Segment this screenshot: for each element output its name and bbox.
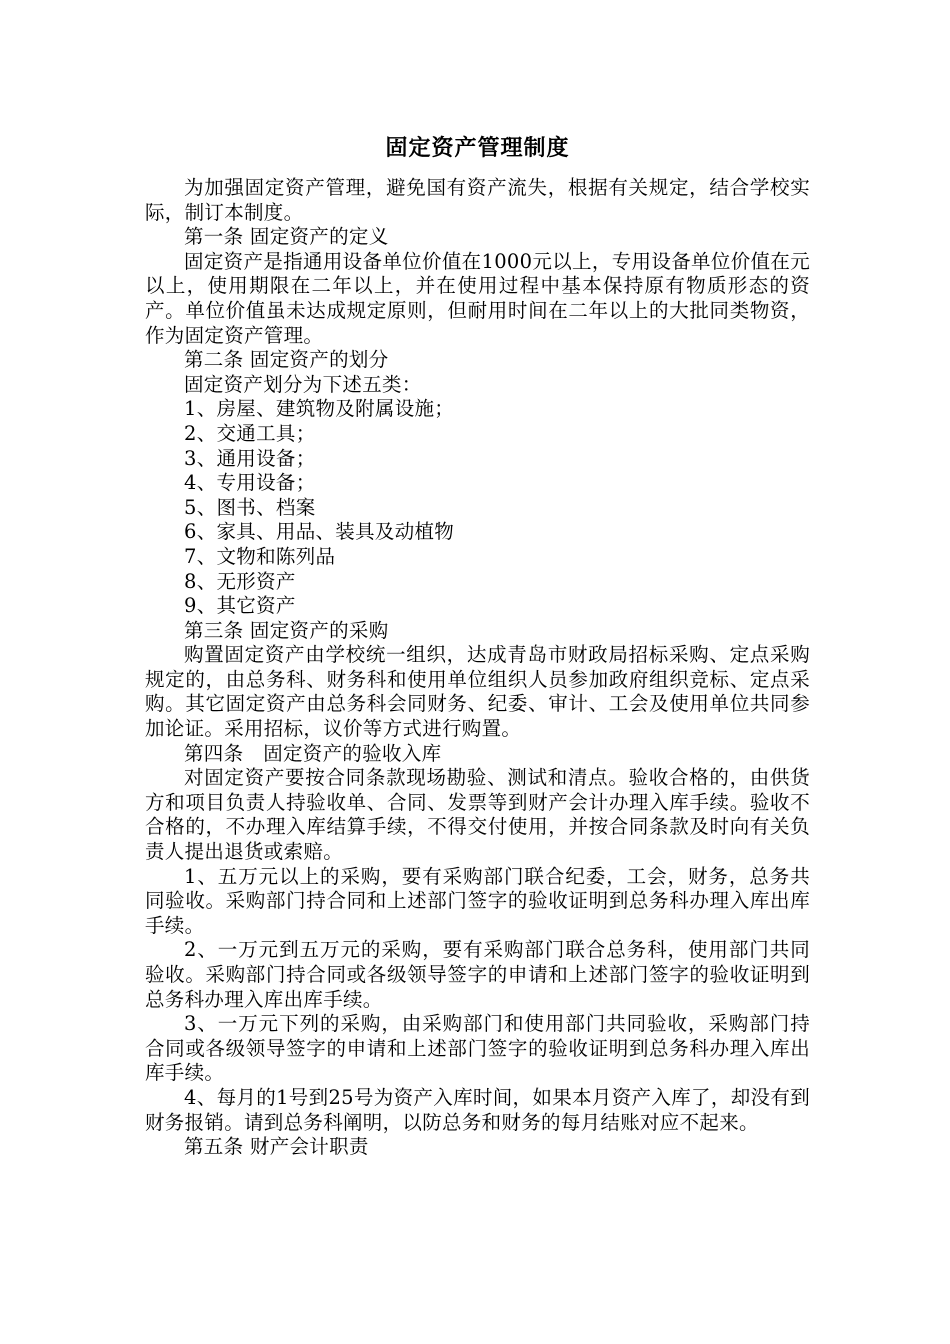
- document-body: [145, 176, 810, 1160]
- category-item: 9、其它资产: [184, 594, 296, 618]
- article-1-heading: 第一条 固定资产的定义: [184, 225, 389, 249]
- article-4-body: 对固定资产要按合同条款现场勘验、测试和清点。验收合格的，由供货方和项目负责人持验收单、合同、发票等到财产会计办理入库手续。验收不合格的，不办理入库结算手续，不得交付使用，并按合同条款及时向有关负责人提出退货或索赔。: [145, 766, 810, 864]
- article-3-body: 购置固定资产由学校统一组织，达成青岛市财政局招标采购、定点采购规定的，由总务科、财务科和使用单位组织人员参加政府组织竞标、定点采购。其它固定资产由总务科会同财务、纪委、审计、工会及使用单位共同参加论证。采用招标，议价等方式进行购置。: [145, 643, 810, 741]
- category-item: 6、家具、用品、装具及动植物: [184, 520, 455, 544]
- category-item: 7、文物和陈列品: [184, 544, 336, 568]
- article-1-body: 固定资产是指通用设备单位价值在1000元以上，专用设备单位价值在元以上，使用期限在二年以上，并在使用过程中基本保持原有物质形态的资产。单位价值虽未达成规定原则，但耐用时间在二年以上的大批同类物资，作为固定资产管理。: [145, 249, 810, 347]
- category-item: 5、图书、档案: [184, 495, 316, 519]
- article-4-heading: 第四条 固定资产的验收入库: [184, 741, 442, 765]
- category-item: 4、专用设备；: [184, 471, 316, 495]
- acceptance-rule: 3、一万元下列的采购，由采购部门和使用部门共同验收，采购部门持合同或各级领导签字的申请和上述部门签字的验收证明到总务科办理入库出库手续。: [145, 1012, 810, 1085]
- acceptance-rule: 4、每月的1号到25号为资产入库时间，如果本月资产入库了，却没有到财务报销。请到总务科阐明，以防总务和财务的每月结账对应不起来。: [145, 1085, 810, 1134]
- document-title: 固定资产管理制度: [385, 135, 570, 161]
- article-5-heading: 第五条 财产会计职责: [184, 1135, 369, 1159]
- category-item: 2、交通工具；: [184, 421, 316, 445]
- acceptance-rule: 1、五万元以上的采购，要有采购部门联合纪委，工会，财务，总务共同验收。采购部门持合同和上述部门签字的验收证明到总务科办理入库出库手续。: [145, 864, 810, 937]
- category-item: 3、通用设备；: [184, 446, 316, 470]
- article-3-heading: 第三条 固定资产的采购: [184, 618, 389, 642]
- category-item: 1、房屋、建筑物及附属设施；: [184, 397, 455, 421]
- article-2-heading: 第二条 固定资产的划分: [184, 348, 389, 372]
- article-2-body: 固定资产划分为下述五类：: [184, 372, 422, 396]
- acceptance-rule: 2、一万元到五万元的采购，要有采购部门联合总务科，使用部门共同验收。采购部门持合同或各级领导签字的申请和上述部门签字的验收证明到总务科办理入库出库手续。: [145, 938, 810, 1011]
- category-item: 8、无形资产: [184, 569, 296, 593]
- intro-paragraph: 为加强固定资产管理，避免国有资产流失，根据有关规定，结合学校实际，制订本制度。: [145, 176, 810, 224]
